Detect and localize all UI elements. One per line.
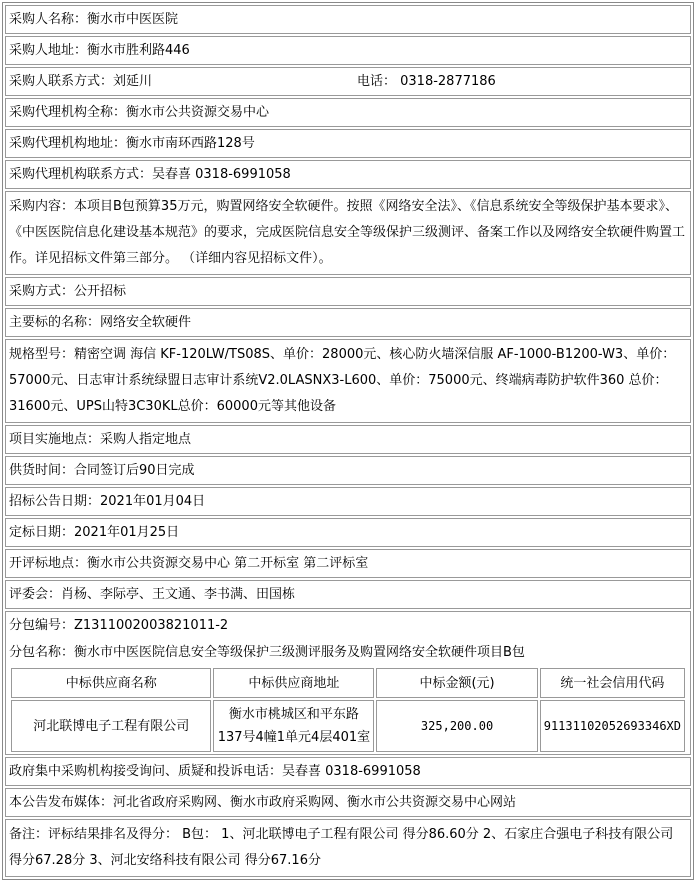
winner-table [9,666,687,754]
announcement-table [2,2,694,880]
procurement-method: 采购方式：公开招标 [5,277,691,306]
agency-name: 采购代理机构全称：衡水市公共资源交易中心 [5,98,691,127]
agency-address: 采购代理机构地址：衡水市南环西路128号 [5,129,691,158]
winner-address: 衡水市桃城区和平东路137号4幢1单元4层401室 [213,700,374,752]
main-item: 主要标的名称：网络安全软硬件 [5,308,691,337]
remarks: 备注：评标结果排名及得分： B包： 1、河北联博电子工程有限公司 得分86.60分 2、石家庄合强电子科技有限公司 得分67.28分 3、河北安络科技有限公司 得分67.16分 [5,819,691,877]
header-amount: 中标金额(元) [376,668,537,698]
buyer-contact: 采购人联系方式：刘延川 [9,74,153,89]
table-row [11,700,685,752]
announcement-page [2,2,696,880]
header-supplier-address: 中标供应商地址 [213,668,374,698]
winner-name: 河北联博电子工程有限公司 [11,700,211,752]
winner-amount: 325,200.00 [376,700,537,752]
committee: 评委会：肖杨、李际亭、王文通、李书满、田国栋 [5,580,691,609]
open-place: 开评标地点：衡水市公共资源交易中心 第二开标室 第二评标室 [5,549,691,578]
buyer-phone: 电话： 0318-2877186 [357,74,496,89]
delivery-time: 供货时间：合同签订后90日完成 [5,456,691,485]
implementation-location: 项目实施地点：采购人指定地点 [5,425,691,454]
complaint-phone: 政府集中采购机构接受询问、质疑和投诉电话：吴春喜 0318-6991058 [5,757,691,786]
package-name: 分包名称：衡水市中医医院信息安全等级保护三级测评服务及购置网络安全软硬件项目B包 [9,645,525,660]
buyer-contact-row [5,67,691,96]
package-info [5,611,691,755]
publish-media: 本公告发布媒体：河北省政府采购网、衡水市政府采购网、衡水市公共资源交易中心网站 [5,788,691,817]
buyer-address: 采购人地址：衡水市胜利路446 [5,36,691,65]
winner-credit-code: 91131102052693346XD [540,700,685,752]
buyer-name: 采购人名称：衡水市中医医院 [5,5,691,34]
agency-contact: 采购代理机构联系方式：吴春喜 0318-6991058 [5,160,691,189]
announce-date: 招标公告日期：2021年01月04日 [5,487,691,516]
package-no: 分包编号：Z1311002003821011-2 [9,618,229,633]
header-credit-code: 统一社会信用代码 [540,668,685,698]
procurement-content: 采购内容：本项目B包预算35万元，购置网络安全软硬件。按照《网络安全法》、《信息系统安全等级保护基本要求》、《中医医院信息化建设基本规范》的要求，完成医院信息安全等级保护三级测评、备案工作以及网络安全软硬件购置工作。详见招标文件第三部分。 （详细内容见招标文件）。 [5,191,691,275]
header-supplier-name: 中标供应商名称 [11,668,211,698]
award-date: 定标日期：2021年01月25日 [5,518,691,547]
spec-models: 规格型号：精密空调 海信 KF-120LW/TS08S、单价：28000元、核心防火墙深信服 AF-1000-B1200-W3、单价：57000元、日志审计系统绿盟日志审计系统V2.0LASNX3-L600、单价：75000元、终端病毒防护软件360 总价：31600元、UPS山特3C30KL总价：60000元等其他设备 [5,339,691,423]
